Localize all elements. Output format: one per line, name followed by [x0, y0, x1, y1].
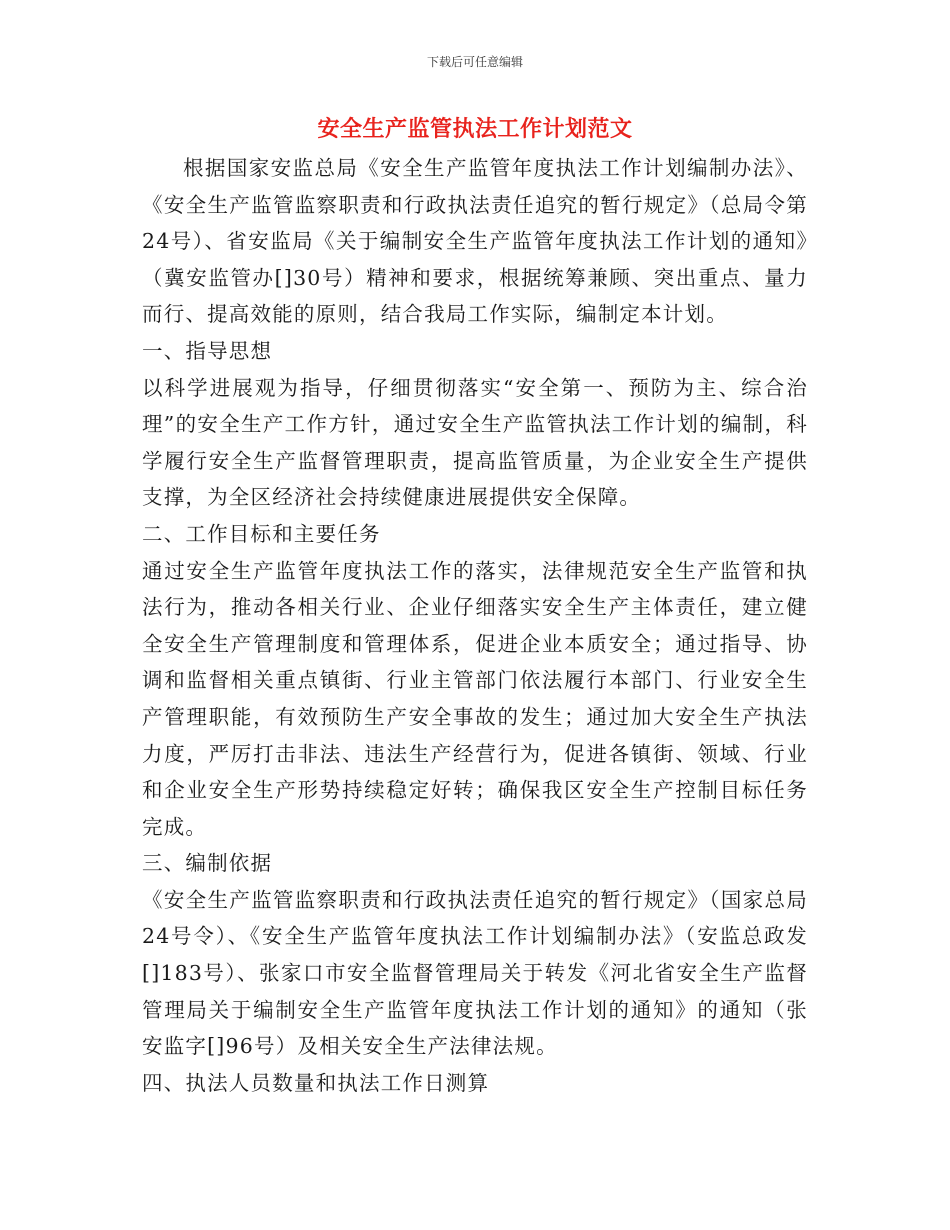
section-text-2: 通过安全生产监管年度执法工作的落实，法律规范安全生产监管和执法行为，推动各相关行业、企业仔细落实安全生产主体责任，建立健全安全生产管理制度和管理体系，促进企业本质安全；通过指导、协调和监督相关重点镇街、行业主管部门依法履行本部门、行业安全生产管理职能，有效预防生产安全事故的发生；通过加大安全生产执法力度，严厉打击非法、违法生产经营行为，促进各镇街、领域、行业和企业安全生产形势持续稳定好转；确保我区安全生产控制目标任务完成。: [142, 558, 808, 839]
page-header-note: 下载后可任意编辑: [426, 55, 523, 69]
document-body: [142, 150, 808, 1101]
document-title: 安全生产监管执法工作计划范文: [317, 116, 633, 142]
section-text-3: 《安全生产监管监察职责和行政执法责任追究的暂行规定》（国家总局24号令）、《安全生产监管年度执法工作计划编制办法》（安监总政发[]183号）、张家口市安全监督管理局关于转发《河北省安全生产监督管理局关于编制安全生产监管年度执法工作计划的通知》的通知（张安监字[]96号）及相关安全生产法律法规。: [142, 887, 808, 1059]
section-heading-4: 四、执法人员数量和执法工作日测算: [142, 1070, 490, 1095]
section-heading-3: 三、编制依据: [142, 851, 273, 876]
intro-paragraph: 根据国家安监总局《安全生产监管年度执法工作计划编制办法》、《安全生产监管监察职责和行政执法责任追究的暂行规定》（总局令第24号）、省安监局《关于编制安全生产监管年度执法工作计划的通知》（冀安监管办[]30号）精神和要求，根据统筹兼顾、突出重点、量力而行、提高效能的原则，结合我局工作实际，编制定本计划。: [142, 156, 808, 327]
section-heading-1: 一、指导思想: [142, 338, 273, 363]
section-heading-2: 二、工作目标和主要任务: [142, 521, 381, 546]
section-text-1: 以科学进展观为指导，仔细贯彻落实“安全第一、预防为主、综合治理”的安全生产工作方针，通过安全生产监管执法工作计划的编制，科学履行安全生产监督管理职责，提高监管质量，为企业安全生产提供支撑，为全区经济社会持续健康进展提供安全保障。: [142, 375, 808, 510]
